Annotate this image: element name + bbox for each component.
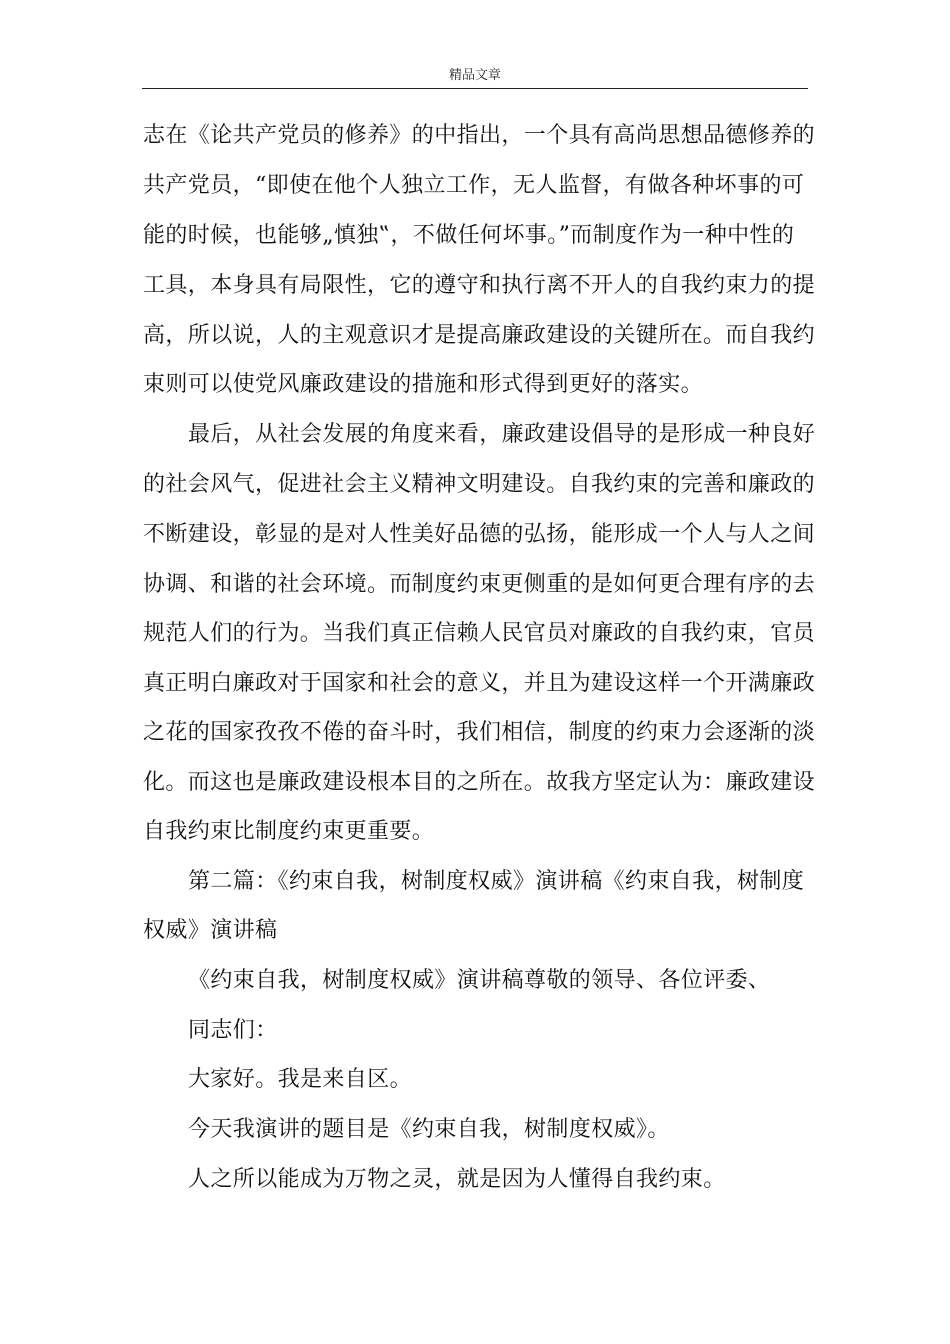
text-line: 规范人们的行为。当我们真正信赖人民官员对廉政的自我约束，官员	[143, 621, 816, 646]
text-line: 高，所以说，人的主观意识才是提高廉政建设的关键所在。而自我约	[143, 323, 816, 348]
text-line: 能的时候，也能够„慎独‟，不做任何坏事。”而制度作为一种中性的	[143, 223, 795, 248]
text-line: 志在《论共产党员的修养》的中指出，一个具有高尚思想品德修养的	[143, 123, 816, 148]
text-line: 协调、和谐的社会环境。而制度约束更侧重的是如何更合理有序的去	[143, 572, 816, 597]
page-header-title: 精品文章	[448, 68, 501, 83]
paragraph-first-line: 今天我演讲的题目是《约束自我，树制度权威》。	[188, 1117, 670, 1142]
text-line: 自我约束比制度约束更重要。	[143, 819, 435, 844]
header-divider	[142, 88, 808, 89]
text-line: 工具，本身具有局限性，它的遵守和执行离不开人的自我约束力的提	[143, 273, 816, 298]
paragraph-first-line: 《约束自我，树制度权威》演讲稿尊敬的领导、各位评委、	[188, 968, 771, 993]
text-line: 束则可以使党风廉政建设的措施和形式得到更好的落实。	[143, 372, 704, 397]
text-line: 共产党员，“即使在他个人独立工作，无人监督，有做各种坏事的可	[143, 173, 805, 198]
text-line: 之花的国家孜孜不倦的奋斗时，我们相信，制度的约束力会逐渐的淡	[143, 720, 816, 745]
text-line: 的社会风气，促进社会主义精神文明建设。自我约束的完善和廉政的	[143, 472, 816, 497]
paragraph-first-line: 同志们：	[188, 1018, 278, 1043]
paragraph-first-line: 人之所以能成为万物之灵，就是因为人懂得自我约束。	[188, 1167, 726, 1192]
text-line: 化。而这也是廉政建设根本目的之所在。故我方坚定认为：廉政建设	[143, 770, 816, 795]
section-heading-line: 权威》演讲稿	[143, 918, 278, 943]
text-line: 不断建设，彰显的是对人性美好品德的弘扬，能形成一个人与人之间	[143, 522, 816, 547]
text-line: 真正明白廉政对于国家和社会的意义，并且为建设这样一个开满廉政	[143, 671, 816, 696]
section-heading-line: 第二篇：《约束自我，树制度权威》演讲稿《约束自我，树制度	[188, 869, 805, 894]
paragraph-first-line: 最后，从社会发展的角度来看，廉政建设倡导的是形成一种良好	[188, 422, 816, 447]
paragraph-first-line: 大家好。我是来自区。	[188, 1067, 413, 1092]
